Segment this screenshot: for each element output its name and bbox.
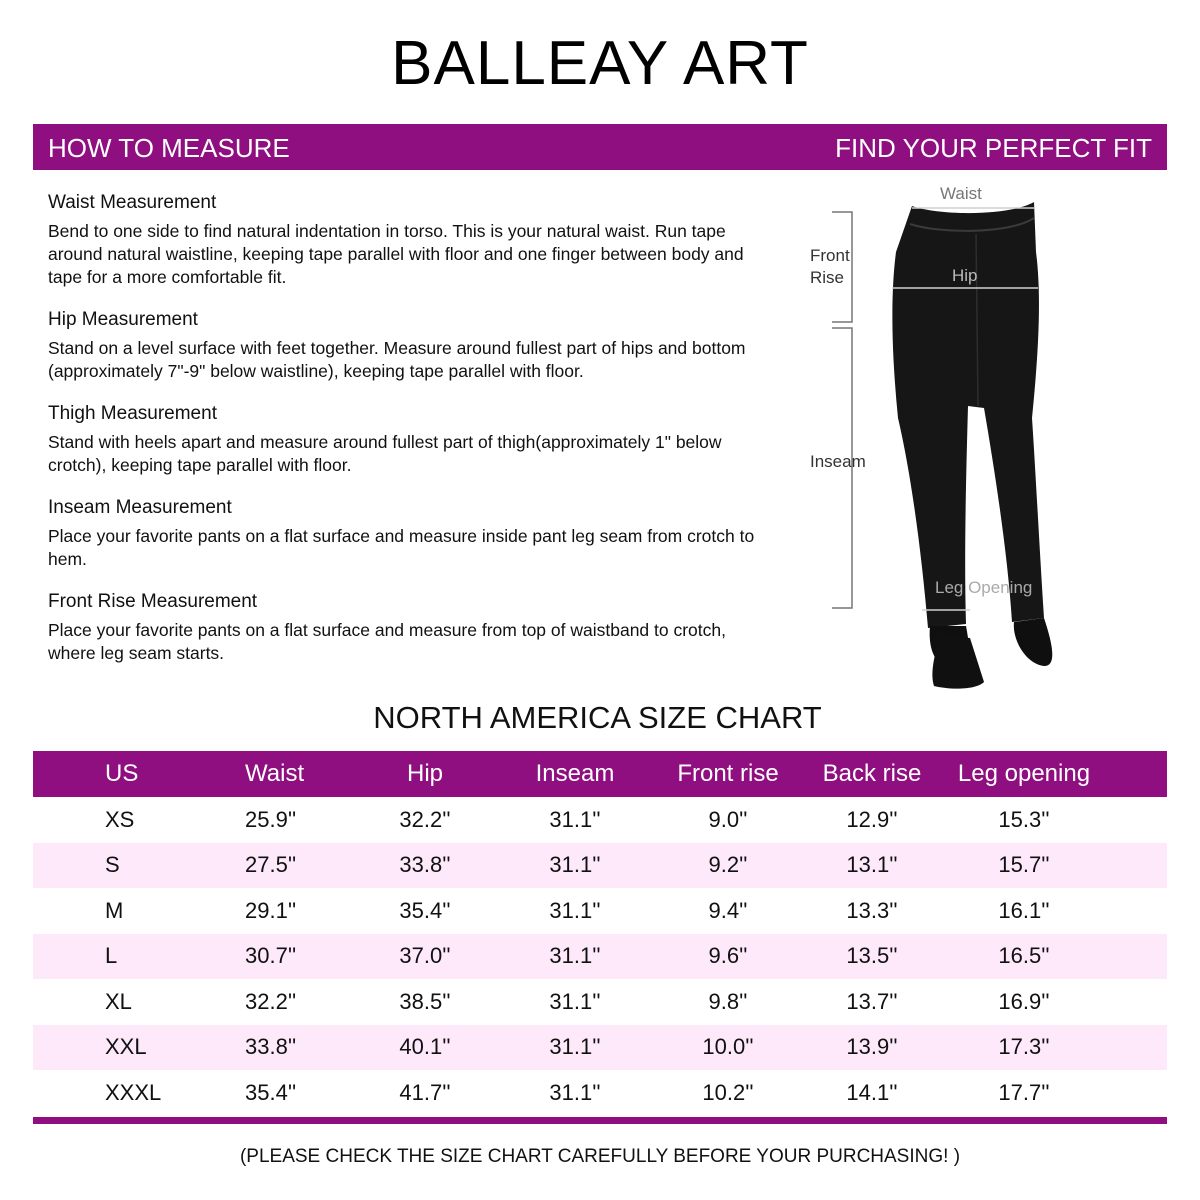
size-cell: XXXL	[105, 1079, 162, 1105]
back-rise-cell: 13.3''	[846, 897, 898, 923]
inseam-cell: 31.1''	[549, 806, 601, 832]
purchase-notice: (PLEASE CHECK THE SIZE CHART CAREFULLY BEFORE YOUR PURCHASING! )	[239, 1146, 961, 1167]
back-rise-cell: 14.1''	[846, 1079, 898, 1105]
instruction-heading: Inseam Measurement	[48, 497, 232, 518]
waist-cell: 35.4''	[245, 1079, 297, 1105]
waist-cell: 32.2''	[245, 988, 297, 1014]
measure-instructions	[48, 192, 768, 685]
hip-instruction	[48, 309, 768, 383]
hip-cell: 37.0''	[399, 943, 451, 969]
table-row	[33, 979, 1167, 1025]
size-cell: M	[105, 897, 124, 923]
back-rise-cell: 13.1''	[846, 852, 898, 878]
inseam-cell: 31.1''	[549, 852, 601, 878]
header-inseam: Inseam	[535, 760, 615, 787]
table-row	[33, 1070, 1167, 1116]
front-rise-cell: 9.8''	[708, 988, 748, 1014]
waist-cell: 33.8''	[245, 1034, 297, 1060]
table-row	[33, 934, 1167, 980]
leg-opening-label: Leg Opening	[935, 578, 1033, 597]
size-cell: XXL	[105, 1034, 147, 1060]
waist-label: Waist	[940, 184, 982, 203]
instruction-body: Place your favorite pants on a flat surface and measure inside pant leg seam from crotch to hem.	[48, 526, 755, 569]
inseam-cell: 31.1''	[549, 1034, 601, 1060]
inseam-cell: 31.1''	[549, 1079, 601, 1105]
header-hip: Hip	[406, 760, 443, 787]
hip-cell: 40.1''	[399, 1034, 451, 1060]
size-chart-table	[33, 751, 1167, 1116]
size-cell: S	[105, 852, 120, 878]
back-rise-cell: 13.7''	[846, 988, 898, 1014]
instruction-heading: Thigh Measurement	[48, 403, 217, 424]
leg-opening-cell: 16.9''	[998, 988, 1050, 1014]
inseam-cell: 31.1''	[549, 988, 601, 1014]
instruction-body: Bend to one side to find natural indentation in torso. This is your natural waist. Run tape around natural waistline, keeping tape parallel with floor and one finger between body and tape for a more comfortable fit.	[48, 221, 744, 287]
leg-opening-cell: 16.1''	[998, 897, 1050, 923]
leg-opening-cell: 15.7''	[998, 852, 1050, 878]
table-row	[33, 843, 1167, 889]
instruction-body: Stand with heels apart and measure around fullest part of thigh(approximately 1" below crotch), keeping tape parallel with floor.	[48, 432, 722, 475]
hip-cell: 38.5''	[399, 988, 451, 1014]
inseam-label: Inseam	[810, 452, 866, 471]
front-rise-cell: 9.2''	[708, 852, 748, 878]
front-rise-cell: 9.4''	[708, 897, 748, 923]
table-row	[33, 1025, 1167, 1071]
table-row	[33, 797, 1167, 843]
leg-opening-cell: 17.7''	[998, 1079, 1050, 1105]
front-rise-cell: 9.0''	[708, 806, 748, 832]
instruction-body: Stand on a level surface with feet together. Measure around fullest part of hips and bottom (approximately 7"-9" below waistline), keeping tape parallel with floor.	[48, 338, 746, 381]
size-chart-title: NORTH AMERICA SIZE CHART	[373, 700, 822, 735]
hip-cell: 41.7''	[399, 1079, 451, 1105]
header-waist: Waist	[245, 760, 305, 787]
brand-title: BALLEAY ART	[391, 29, 809, 98]
leg-opening-cell: 16.5''	[998, 943, 1050, 969]
leg-opening-cell: 15.3''	[998, 806, 1050, 832]
instruction-heading: Hip Measurement	[48, 309, 198, 330]
inseam-cell: 31.1''	[549, 943, 601, 969]
waist-cell: 25.9''	[245, 806, 297, 832]
header-leg-opening: Leg opening	[957, 760, 1091, 787]
size-cell: XS	[105, 806, 135, 832]
front-rise-label-line2: Rise	[810, 268, 845, 287]
banner-find-fit: FIND YOUR PERFECT FIT	[835, 133, 1152, 163]
instruction-heading: Front Rise Measurement	[48, 591, 258, 612]
back-rise-cell: 12.9''	[846, 806, 898, 832]
waist-cell: 27.5''	[245, 852, 297, 878]
front-rise-cell: 9.6''	[708, 943, 748, 969]
inseam-cell: 31.1''	[549, 897, 601, 923]
front-rise-label-line1: Front	[810, 246, 850, 265]
hip-cell: 32.2''	[399, 806, 451, 832]
header-us: US	[105, 760, 139, 787]
hip-label: Hip	[952, 266, 978, 285]
table-row	[33, 888, 1167, 934]
inseam-instruction	[48, 497, 768, 571]
hip-cell: 33.8''	[399, 852, 451, 878]
header-back-rise: Back rise	[822, 760, 922, 787]
back-rise-cell: 13.9''	[846, 1034, 898, 1060]
size-cell: L	[105, 943, 118, 969]
front-rise-cell: 10.0''	[702, 1034, 754, 1060]
waist-cell: 30.7''	[245, 943, 297, 969]
waist-cell: 29.1''	[245, 897, 297, 923]
back-rise-cell: 13.5''	[846, 943, 898, 969]
front-rise-instruction	[48, 591, 768, 665]
pants-measurement-figure	[800, 178, 1060, 698]
hip-cell: 35.4''	[399, 897, 451, 923]
front-rise-cell: 10.2''	[702, 1079, 754, 1105]
leg-opening-cell: 17.3''	[998, 1034, 1050, 1060]
thigh-instruction	[48, 403, 768, 477]
table-bottom-rule	[33, 1117, 1167, 1124]
size-cell: XL	[105, 988, 132, 1014]
waist-instruction	[48, 192, 768, 289]
size-chart-header	[33, 751, 1167, 797]
instruction-heading: Waist Measurement	[48, 192, 217, 213]
header-front-rise: Front rise	[677, 760, 779, 787]
instruction-body: Place your favorite pants on a flat surface and measure from top of waistband to crotch, where leg seam starts.	[48, 620, 726, 663]
banner-how-to-measure: HOW TO MEASURE	[48, 133, 290, 163]
measure-banner	[33, 124, 1167, 170]
